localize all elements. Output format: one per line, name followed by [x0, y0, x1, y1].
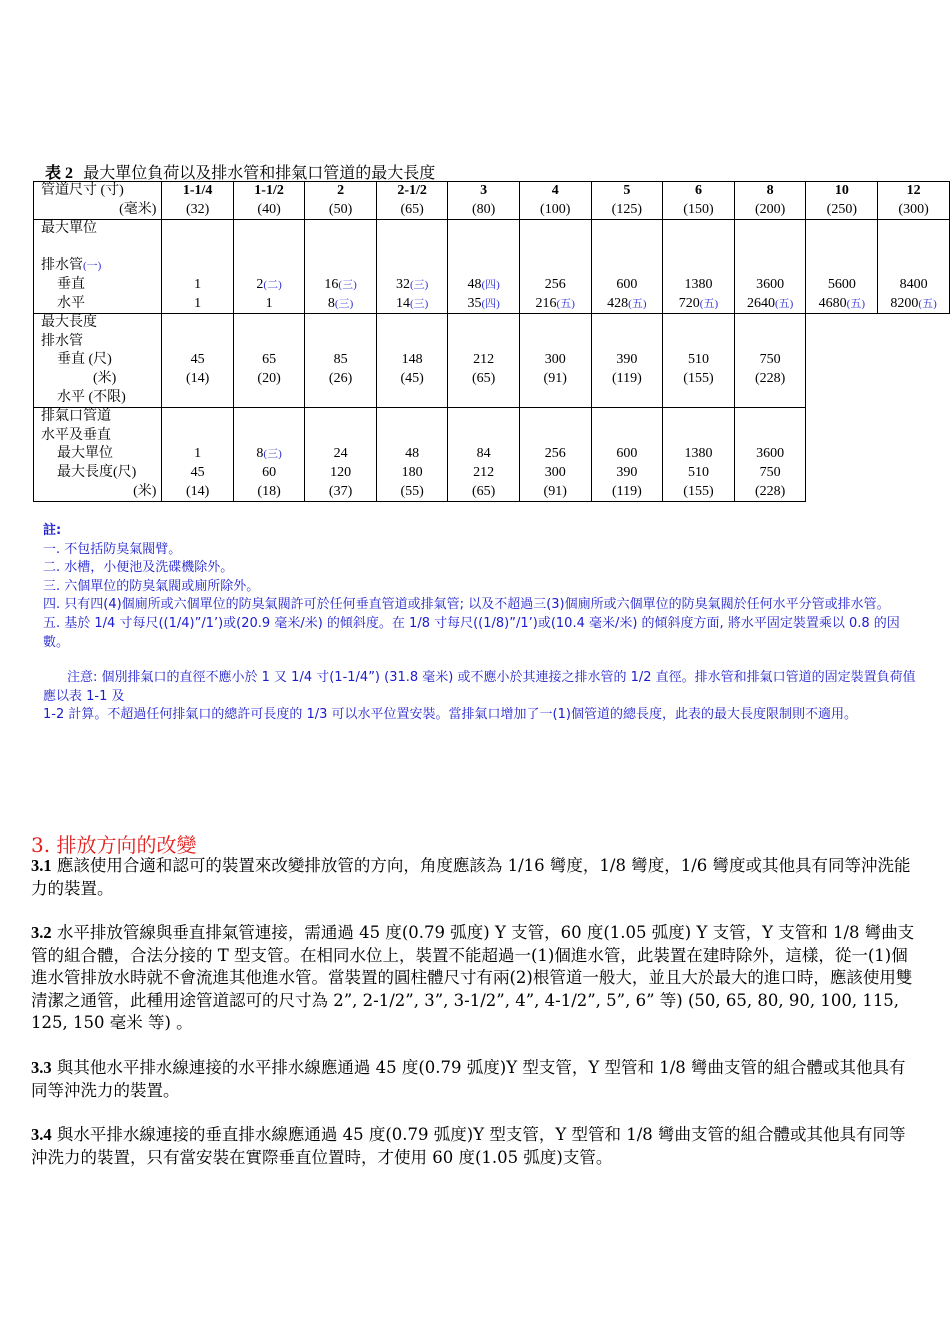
- table-notes: [43, 522, 919, 725]
- table-row: [34, 408, 950, 502]
- drain-units-cell: [591, 220, 663, 314]
- size-mm: (250): [826, 201, 857, 217]
- paragraph-3-3: [31, 1057, 917, 1102]
- blank-line: [378, 239, 447, 258]
- vent-label: 排氣口管道: [41, 409, 111, 425]
- size-mm: (65): [400, 201, 424, 217]
- size-mm: (150): [683, 201, 714, 217]
- drain-units-cell: [806, 220, 878, 314]
- length-m-value: (26): [328, 370, 353, 386]
- note-1: 一. 不包括防臭氣閥臂。: [43, 541, 182, 557]
- size-inch: 2: [337, 183, 345, 198]
- vent-unit-value: 1380: [684, 446, 713, 462]
- drain-vertical-value: 600: [616, 276, 638, 292]
- footnote-ref: (五): [774, 297, 794, 310]
- drain-horizontal-value: 216(五): [535, 295, 575, 311]
- blank-line: [163, 257, 231, 276]
- length-m-value: (91): [543, 370, 567, 386]
- size-inch: 6: [694, 183, 702, 198]
- size-inch: 10: [834, 183, 849, 198]
- blank-line: [378, 257, 447, 276]
- size-inch: 2-1/2: [397, 183, 427, 198]
- vent-label-cell: [34, 408, 162, 502]
- paragraph-text: 水平排放管線與垂直排氣管連接，需通過 45 度(0.79 弧度) Y 支管，60 度(1.05 弧度) Y 支管，Y 支管和 1/8 彎曲支管的組合體，合法分接的 T 型支管。在相同水位上，裝置不能超過一(1)個進水管，此裝置在建時除外，這樣，從一(1)個進水管排放水時就不會流進其他進水管。當裝置的圓柱體尺寸有兩(2)根管道一般大，並且大於最大的進口時，應該使用雙清潔之通管，此種用途管道認可的尺寸為 2”, 2-1/2”, 3”, 3-1/2”, 4”, 4-1/2”, 5”, 6” 等) (50, 65, 80, 90, 100, 115, 125, 150 毫米 等) 。: [31, 923, 915, 1033]
- attention-note: 注意: 個別排氣口的直徑不應小於 1 又 1/4 寸(1-1/4”) (31.8 毫米) 或不應小於其連接之排水管的 1/2 直徑。排水管和排氣口管道的固定裝置負荷值應以表 1-1 及: [43, 670, 916, 704]
- drain-units-cell: [448, 220, 520, 314]
- note-4: 四. 只有四(4)個廁所或六個單位的防臭氣閥許可於任何垂直管道或排氣管; 以及不超過三(3)個廁所或六個單位的防臭氣閥於任何水平分管或排水管。: [43, 597, 890, 613]
- size-mm: (50): [328, 201, 353, 217]
- blank-line: [593, 427, 662, 446]
- table-row: [34, 314, 950, 408]
- blank-line: [378, 408, 447, 427]
- blank-line: [736, 257, 805, 276]
- note-2: 二. 水槽，小便池及洗碟機除外。: [43, 560, 234, 576]
- m-label: (米): [93, 370, 117, 386]
- drain-vertical-value: 32(三): [395, 276, 429, 292]
- paragraph-number: 3.1: [31, 856, 52, 875]
- drain-vertical-value: 256: [544, 276, 566, 292]
- max-length-cell: [591, 314, 663, 408]
- size-header-cell: [806, 182, 878, 220]
- blank-line: [449, 427, 518, 446]
- vent-unit-value: 3600: [756, 446, 785, 462]
- vent-m-value: (91): [543, 483, 567, 499]
- blank-line: [593, 314, 662, 333]
- drain-horizontal-value: 1: [265, 295, 273, 311]
- blank-line: [664, 408, 733, 427]
- size-mm: (200): [754, 201, 786, 217]
- length-ft-value: 65: [262, 352, 277, 368]
- vent-cell: [448, 408, 520, 502]
- drain-units-label-cell: [34, 220, 162, 314]
- footnote-ref: (三): [334, 297, 354, 310]
- blank-line: [521, 220, 590, 239]
- footnote-ref: (五): [556, 297, 575, 310]
- drain-horizontal-value: 14(三): [395, 295, 429, 311]
- length-m-value: (155): [683, 370, 714, 386]
- blank-line: [306, 239, 375, 258]
- drain-units-cell: [878, 220, 950, 314]
- drain-horizontal-value: 8200(五): [890, 295, 937, 311]
- caption-text: 最大單位負荷以及排水管和排氣口管道的最大長度: [83, 163, 436, 182]
- blank-line: [521, 314, 590, 333]
- footnote-ref: (五): [628, 297, 647, 310]
- size-inch: 12: [906, 183, 921, 198]
- drain-horizontal-value: 4680(五): [818, 295, 865, 311]
- size-mm: (80): [471, 201, 496, 217]
- vent-m-value: (119): [611, 483, 642, 499]
- size-header-cell: [591, 182, 663, 220]
- footnote-ref: (三): [263, 448, 282, 461]
- max-unit-label: 最大單位: [41, 221, 97, 237]
- blank-line: [521, 333, 590, 352]
- table-row: [34, 220, 950, 314]
- paragraph-number: 3.4: [31, 1125, 52, 1144]
- paragraph-3-2: [31, 922, 917, 1035]
- blank-line: [736, 239, 805, 258]
- blank-line: [879, 239, 948, 258]
- blank-line: [163, 220, 231, 239]
- mm-label: (毫米): [119, 201, 157, 217]
- blank-line: [449, 220, 518, 239]
- blank-line: [521, 408, 590, 427]
- size-mm: (40): [257, 201, 281, 217]
- vent-unit-value: 256: [544, 446, 566, 462]
- drain-vertical-value: 16(三): [324, 276, 357, 292]
- length-ft-value: 85: [333, 352, 348, 368]
- blank-line: [306, 257, 375, 276]
- size-mm: (100): [540, 201, 571, 217]
- blank-line: [235, 314, 303, 333]
- drain-vertical-value: 2(二): [256, 276, 282, 292]
- vent-hv-label: 水平及垂直: [41, 427, 111, 443]
- paragraph-number: 3.3: [31, 1058, 52, 1077]
- table-caption: [45, 160, 435, 183]
- header-label-cell: [34, 182, 162, 220]
- section-title: 3. 排放方向的改變: [31, 833, 197, 857]
- max-length-cell: [233, 314, 304, 408]
- empty-cell: [806, 314, 950, 408]
- size-header-cell: [878, 182, 950, 220]
- drain-units-cell: [663, 220, 735, 314]
- blank-line: [163, 239, 231, 258]
- table-row: [34, 182, 950, 220]
- vent-m-value: (18): [257, 483, 281, 499]
- paragraph-text: 應該使用合適和認可的裝置來改變排放管的方向，角度應該為 1/16 彎度，1/8 彎度，1/6 彎度或其他具有同等沖洗能力的裝置。: [31, 856, 911, 898]
- vent-ft-value: 45: [190, 464, 205, 480]
- size-header-cell: [305, 182, 377, 220]
- drain-units-cell: [162, 220, 233, 314]
- blank-line: [449, 314, 518, 333]
- blank-line: [306, 314, 375, 333]
- size-header-cell: [519, 182, 591, 220]
- size-mm: (32): [185, 201, 210, 217]
- footnote-ref: (四): [481, 278, 500, 291]
- blank-line: [736, 220, 805, 239]
- blank-line: [378, 220, 447, 239]
- size-header-cell: [663, 182, 735, 220]
- drain-horizontal-value: 2640(五): [746, 295, 794, 311]
- blank-line: [664, 314, 733, 333]
- blank-line: [593, 257, 662, 276]
- blank-line: [521, 239, 590, 258]
- blank-line: [879, 220, 948, 239]
- blank-line: [449, 257, 518, 276]
- vent-m-value: (55): [400, 483, 424, 499]
- length-m-value: (45): [400, 370, 424, 386]
- size-inch: 8: [766, 183, 774, 198]
- blank-line: [235, 427, 303, 446]
- blank-line: [664, 220, 733, 239]
- drain-vertical-value: 48(四): [467, 276, 500, 292]
- vent-ft-value: 60: [262, 464, 277, 480]
- drain-units-cell: [519, 220, 591, 314]
- blank-line: [41, 239, 160, 258]
- footnote-ref: (四): [481, 297, 500, 310]
- vent-m-value: (65): [471, 483, 496, 499]
- blank-line: [163, 314, 231, 333]
- vent-ft-value: 510: [687, 464, 709, 480]
- drain-label: 排水管: [41, 333, 83, 349]
- max-load-table: [33, 181, 950, 502]
- footnote-ref: (五): [846, 297, 865, 310]
- blank-line: [449, 408, 518, 427]
- blank-line: [521, 257, 590, 276]
- drain-label: 排水管(一): [41, 258, 102, 274]
- vent-ft-value: 180: [401, 464, 423, 480]
- vent-cell: [734, 408, 806, 502]
- drain-units-cell: [734, 220, 806, 314]
- size-header-cell: [376, 182, 448, 220]
- footnote-ref: (二): [263, 278, 282, 291]
- vent-m-value: (228): [754, 483, 786, 499]
- blank-line: [163, 408, 231, 427]
- vent-ft-value: 300: [544, 464, 566, 480]
- max-length-cell: [734, 314, 806, 408]
- blank-line: [664, 333, 733, 352]
- vent-unit-value: 1: [194, 446, 202, 462]
- max-length-cell: [162, 314, 233, 408]
- blank-line: [235, 408, 303, 427]
- drain-vertical-value: 1: [194, 276, 202, 292]
- blank-line: [664, 257, 733, 276]
- blank-line: [306, 427, 375, 446]
- drain-vertical-value: 1380: [684, 276, 713, 292]
- blank-line: [235, 333, 303, 352]
- length-ft-value: 750: [759, 352, 781, 368]
- size-header-cell: [233, 182, 304, 220]
- length-ft-value: 300: [544, 352, 566, 368]
- footnote-ref: (五): [918, 297, 937, 310]
- blank-line: [807, 239, 876, 258]
- size-mm: (125): [611, 201, 642, 217]
- max-length-label-cell: [34, 314, 162, 408]
- note-5: 五. 基於 1/4 寸每尺((1/4)”/1’)或(20.9 毫米/米) 的傾斜度。在 1/8 寸每尺((1/8)”/1’)或(10.4 毫米/米) 的傾斜度方面, 將水平固定裝置乘以 0.8 的因數。: [43, 615, 900, 650]
- size-inch: 5: [623, 183, 631, 198]
- blank-line: [593, 408, 662, 427]
- blank-line: [593, 333, 662, 352]
- vent-unit-value: 84: [476, 446, 491, 462]
- length-ft-value: 390: [616, 352, 638, 368]
- vent-m-value: (37): [328, 483, 353, 499]
- vent-unit-value: 48: [405, 446, 420, 462]
- drain-vertical-value: 3600: [756, 276, 785, 292]
- paragraph-3-4: [31, 1124, 917, 1169]
- vent-m-value: (155): [683, 483, 714, 499]
- caption-number: 表 2: [45, 165, 74, 182]
- vertical-label: 垂直: [57, 276, 85, 292]
- max-length-cell: [663, 314, 735, 408]
- blank-line: [235, 239, 303, 258]
- size-inch: 3: [480, 183, 488, 198]
- vent-cell: [663, 408, 735, 502]
- vent-unit-value: 600: [616, 446, 638, 462]
- blank-line: [163, 427, 231, 446]
- max-length-cell: [519, 314, 591, 408]
- vent-m-value: (14): [185, 483, 210, 499]
- blank-line: [306, 220, 375, 239]
- blank-line: [807, 220, 876, 239]
- footnote-ref: (三): [338, 278, 357, 291]
- attention-note-cont: 1-2 計算。不超過任何排氣口的總許可長度的 1/3 可以水平位置安裝。當排氣口增加了一(1)個管道的總長度，此表的最大長度限制則不適用。: [43, 707, 857, 723]
- blank-line: [521, 427, 590, 446]
- vent-cell: [519, 408, 591, 502]
- paragraph-3-1: [31, 855, 917, 900]
- max-length-cell: [305, 314, 377, 408]
- size-header-cell: [734, 182, 806, 220]
- blank-line: [879, 257, 948, 276]
- blank-line: [449, 239, 518, 258]
- drain-horizontal-value: 1: [194, 295, 202, 311]
- vent-max-unit-label: 最大單位: [57, 446, 113, 462]
- drain-vertical-value: 8400: [899, 276, 928, 292]
- notes-title: 註:: [43, 523, 62, 538]
- size-inch: 1-1/2: [254, 183, 284, 198]
- length-m-value: (14): [185, 370, 210, 386]
- vent-ft-value: 390: [616, 464, 638, 480]
- blank-line: [593, 220, 662, 239]
- length-ft-value: 45: [190, 352, 205, 368]
- drain-units-cell: [233, 220, 304, 314]
- vent-cell: [305, 408, 377, 502]
- blank-line: [235, 257, 303, 276]
- drain-horizontal-value: 720(五): [678, 295, 719, 311]
- footnote-ref: (五): [699, 297, 719, 310]
- paragraph-text: 與其他水平排水線連接的水平排水線應通過 45 度(0.79 弧度)Y 型支管，Y 型管和 1/8 彎曲支管的組合體或其他具有同等沖洗力的裝置。: [31, 1058, 906, 1100]
- blank-line: [664, 427, 733, 446]
- blank-line: [807, 257, 876, 276]
- length-m-value: (65): [471, 370, 496, 386]
- vent-unit-value: 24: [333, 446, 348, 462]
- blank-line: [736, 333, 805, 352]
- vent-cell: [233, 408, 304, 502]
- horizontal-label: 水平: [57, 295, 85, 311]
- drain-units-cell: [305, 220, 377, 314]
- vent-cell: [162, 408, 233, 502]
- footnote-ref: (三): [409, 297, 429, 310]
- vertical-ft-label: 垂直 (尺): [57, 352, 112, 368]
- footnote-ref: (一): [83, 260, 102, 273]
- vent-unit-value: 8(三): [256, 446, 282, 462]
- drain-units-cell: [376, 220, 448, 314]
- blank-line: [593, 239, 662, 258]
- vent-ft-value: 750: [759, 464, 781, 480]
- paragraph-number: 3.2: [31, 923, 52, 942]
- size-mm: (300): [898, 201, 929, 217]
- drain-horizontal-value: 35(四): [467, 295, 500, 311]
- blank-line: [736, 314, 805, 333]
- blank-line: [736, 408, 805, 427]
- size-inch: 4: [551, 183, 559, 198]
- blank-line: [736, 427, 805, 446]
- vent-ft-value: 120: [330, 464, 352, 480]
- size-header-cell: [448, 182, 520, 220]
- vent-ft-value: 212: [473, 464, 495, 480]
- length-ft-value: 212: [473, 352, 495, 368]
- horizontal-unlimited-label: 水平 (不限): [57, 389, 126, 405]
- drain-vertical-value: 5600: [827, 276, 856, 292]
- vent-cell: [376, 408, 448, 502]
- blank-line: [306, 333, 375, 352]
- blank-line: [306, 408, 375, 427]
- footnote-ref: (三): [409, 278, 429, 291]
- blank-line: [163, 333, 231, 352]
- vent-max-length-label: 最大長度(尺): [57, 464, 137, 480]
- blank-line: [449, 333, 518, 352]
- size-header-cell: [162, 182, 233, 220]
- length-ft-value: 510: [687, 352, 709, 368]
- paragraph-text: 與水平排水線連接的垂直排水線應通過 45 度(0.79 弧度)Y 型支管，Y 型管和 1/8 彎曲支管的組合體或其他具有同等沖洗力的裝置，只有當安裝在實際垂直位置時，才使用 60 度(1.05 弧度)支管。: [31, 1125, 906, 1167]
- pipe-size-label: 管道尺寸 (寸): [41, 183, 124, 198]
- vent-cell: [591, 408, 663, 502]
- vent-m-label: (米): [133, 483, 157, 499]
- blank-line: [378, 314, 447, 333]
- max-length-cell: [376, 314, 448, 408]
- max-length-label: 最大長度: [41, 315, 97, 331]
- length-ft-value: 148: [401, 352, 423, 368]
- blank-line: [378, 333, 447, 352]
- drain-horizontal-value: 428(五): [607, 295, 647, 311]
- blank-line: [235, 220, 303, 239]
- length-m-value: (228): [754, 370, 786, 386]
- drain-horizontal-value: 8(三): [327, 295, 354, 311]
- length-m-value: (119): [611, 370, 642, 386]
- max-length-cell: [448, 314, 520, 408]
- note-3: 三. 六個單位的防臭氣閥或廁所除外。: [43, 578, 260, 594]
- size-inch: 1-1/4: [182, 183, 213, 198]
- empty-cell: [806, 408, 950, 502]
- length-m-value: (20): [257, 370, 281, 386]
- blank-line: [664, 239, 733, 258]
- blank-line: [378, 427, 447, 446]
